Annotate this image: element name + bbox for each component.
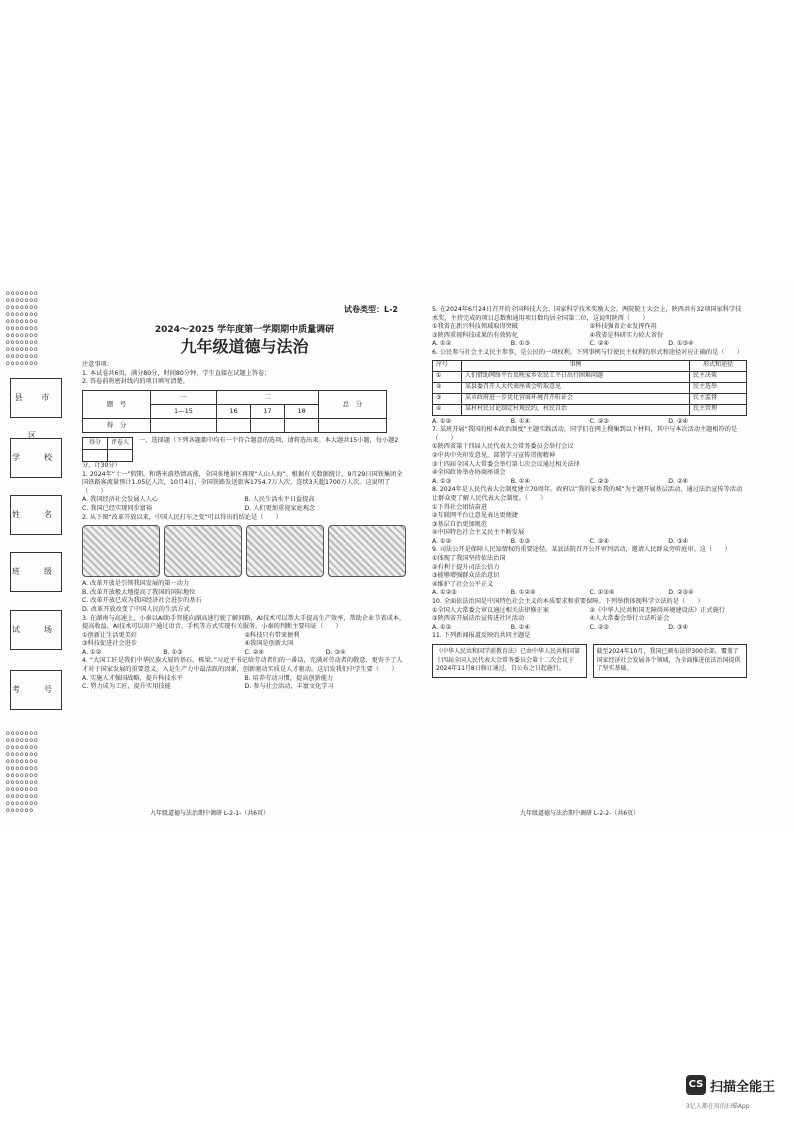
section1-heading: 一、选择题（下列各题都中均有一个符合题意的选项，请将选出来。本大题共15小题，每小题2分，计30分） — [82, 436, 399, 469]
page-right — [432, 306, 747, 678]
q2-options: A. 改革开放是引领我国发展的第一动力 B. 改革开放极大地提高了我国的国际地位 C. 改革开放已成为我国经济社会进步的基石 D. 改革开放改变了中国人民的生活方式 — [82, 580, 202, 613]
cartoon-image — [164, 525, 242, 577]
perforation-dots-bottom: ooooooooooooooooooooooooooooooooooooooooooooooooooooooooooooooooooooooooooooooooooo — [6, 730, 39, 814]
notice-2: 2. 答卷前将密封线内的项目填写清楚。 — [82, 378, 189, 386]
exam-title: 2024～2025 学年度第一学期期中质量调研 — [154, 325, 335, 335]
q9-answers: A. ①②③ B. ①②④ C. ①③④ D. ②③④ — [432, 589, 694, 597]
scanner-logo-icon: CS — [686, 1075, 706, 1095]
footer-left: 九年级道德与法治期中调研 L-2-1-（共6页） — [150, 810, 270, 817]
paper-type: 试卷类型：L-2 — [344, 305, 398, 314]
score-table: 题 号 一 二 总 分 1—15 16 17 18 得 分 — [82, 390, 387, 433]
perforation-dots: ooooooooooooooooooooooooooooooooooooooooooooooooooooooooooooooooooooooooooooo — [6, 290, 39, 367]
q5: 5. 在2024年6月24日召开的全国科技大会、国家科学技术奖励大会、两院院士大会上，陕西共有32项国家科学技术奖，主持完成的项目总数和通用项目数均居全国第二位，这说明陕西（ ） — [432, 306, 742, 322]
q5-options: ①我省在新兴科技领域取得突破 ②科技强省企业发挥作用 ③陕西重视科技成果的有效转化 ④我省是科研实力较大省份 — [432, 323, 664, 339]
q3: 3. 在湖南与高速上，小秦以AI助手智能向湖高速行驶了解问路，AI技术可以帮大手提高生产效率，帮助企业节省成本，提高收益。AI技术可以用户通过语音、手机等方式实现有关服务。小秦的判断主要印证（ ） — [82, 614, 406, 631]
q4: 4. “大国工匠是我们中华民族大厦的基石、栋梁。”习近平书记给劳动者们的一番话，充满对劳动者的敬意，更寄予了人才对于国家发展的重要意义。入是生产力中最活跃的因素，创新驱动实质是人才驱动。这启发我们中学生要（ ） — [82, 657, 403, 674]
q1: 1. 2024年“十一”假期，和谐米游热情高涨，全国多地景区再现“人山人海”。根据有关数据统计，9月29日国铁集团全国铁路客流量预计1.05亿人次，10月4日，全国铁路发送旅客1754.7万人次，连续3天超1700万人次。这说明了（ ） — [82, 470, 403, 495]
field-room: 试 场 — [10, 610, 62, 650]
q2-cartoons — [82, 525, 407, 577]
field-class: 班 级 — [10, 552, 62, 592]
q5-answers: A. ①② B. ①③ C. ②④ D. ①③④ — [432, 340, 694, 348]
cartoon-image — [328, 525, 406, 577]
q9-options: ①体现了我国坚持依法治国 ②有利于提升司法公信力 ③能够增强群众法治意识 ④维护了社会公平正义 — [432, 555, 506, 588]
q3-answers: A. ①② B. ①③ C. ②④ D. ③④ — [82, 648, 346, 656]
q7-answers: A. ①③ B. ①④ C. ②③ D. ②④ — [432, 477, 689, 485]
q7: 7. 某班开展“我国的根本政治制度”主题实践活动，同学们在网上搜集到以下材料，其中与本次活动主题相符的是（ ） — [432, 426, 738, 442]
subject-title: 九年级道德与法治 — [180, 336, 309, 356]
q11: 11. 下列新闻报道反映的共同主题是 — [432, 632, 531, 640]
q2: 2. 从下图“改革开放以来，中国人民打车之变”可以得出的结论是（ ） — [82, 513, 282, 521]
field-school: 学 校 — [10, 438, 62, 478]
footer-right: 九年级道德与法治期中调研 L-2-2-（共6页） — [520, 810, 640, 817]
q11-materials — [432, 644, 747, 678]
q6: 6. 公民参与社会主义民主参事，是公民的一项权利。下列事例与行使民主权利的形式和途径对应正确的是（ ） — [432, 348, 744, 356]
q8: 8. 2024年是人民代表大会制度建立70周年。政府以“我的家乡我的城”为主题开展基层活动，通过法治宣传等活动让群众更了解人民代表大会制度。（ ） — [432, 486, 743, 502]
cartoon-image — [246, 525, 324, 577]
notice-heading: 注意事项： — [82, 361, 113, 369]
q11-material-left: 《中华人民共和国学前教育法》已由中华人民共和国第十四届全国人民代表大会常务委员会第十二次会议于2024年11月8日修订通过，自公布之日起施行。 — [432, 644, 587, 678]
page-left — [82, 300, 407, 692]
field-county: 县 市 区 — [10, 378, 62, 418]
field-name: 姓 名 — [10, 495, 62, 535]
q10-answers: A. ①② B. ①④ C. ②③ D. ③④ — [432, 623, 689, 631]
q6-table: 序号 事例 形式和途径 ① 人们借助网络平台反映家乡农民工平日出行困难问题 民主决策 ② 某县委召开人大代表座谈会听取意见 民主选举 ③ 某市政府进一步优化营商环境召开听证会 民主监督 ④ 某村村民讨论制定村规民约，村民自治 民主管理 — [432, 360, 747, 416]
q4-options: A. 实施人才强国战略，提升科技水平 B. 培养劳动习惯，提高创新能力 C. 努力成为工匠，提升实用技能 D. 参与社会活动，丰富文化学习 — [82, 674, 334, 691]
field-exam-number: 考 号 — [10, 670, 62, 710]
q6-answers: A. ①② B. ①④ C. ②③ D. ②④ — [432, 417, 689, 425]
q7-options: ①陕西省第十四届人民代表大会常务委员会举行会议 ②中共中央印发意见，部署学习宣传贯彻精神 ③十四届全国人大常委会举行第七次会议通过相关法律 ④全国政协举办协商座谈会 — [432, 443, 580, 477]
q9: 9. 司法公开是保障人民知情权的重要途径。某县法院召开公开审判活动，邀请人民群众旁听庭审。这（ ） — [432, 546, 731, 554]
grader-box: 得分 评卷人 — [82, 437, 133, 462]
notice-1: 1. 本试卷共6页，满分80分，时间80分钟，学生直接在试题上答卷； — [82, 369, 271, 377]
scanner-name: 扫描全能王 — [710, 1079, 776, 1095]
q8-options: ①下得社会团结奋进 ②互联网平台让意见表达更便捷 ③基层自治更加规范 ④中国特色社会主义民主不断发展 — [432, 503, 525, 537]
q10-options: ①全国人大常委会审议通过相关法律修正案 ②《中华人民共和国无障碍环境建设法》正式施行 ③陕西省开展法治宣传进社区活动 ④人大常委会举行立法听证会 — [432, 606, 725, 623]
q3-options: ①创新让生活更美好 ②科技只有带来便利 ③科技促进社会进步 ④我国是创新大国 — [82, 631, 300, 648]
q1-options: A. 我国经济社会发展人人心 B. 人民生活水平日益提高 C. 我国已经实现同步富裕 D. 人们更加重视家庭观念 — [82, 496, 316, 512]
q10: 10. 全面依法治国是中国特色社会主义的本质要求和重要保障。下列举措体现科学立法的是（ ） — [432, 598, 704, 606]
q11-material-right: 截至2024年10月，我国已颁布法律300余部，覆盖了国家经济社会发展各个领域，为全面推进依法治国提供了坚实基础。 — [593, 644, 748, 678]
q8-answers: A. ①② B. ①③ C. ②④ D. ③④ — [432, 537, 689, 545]
binding-strip — [0, 290, 80, 818]
cartoon-image — [82, 525, 160, 577]
scanner-subtitle: 3亿人都在用的扫描App — [686, 1103, 750, 1110]
scanner-logo — [686, 1075, 775, 1095]
